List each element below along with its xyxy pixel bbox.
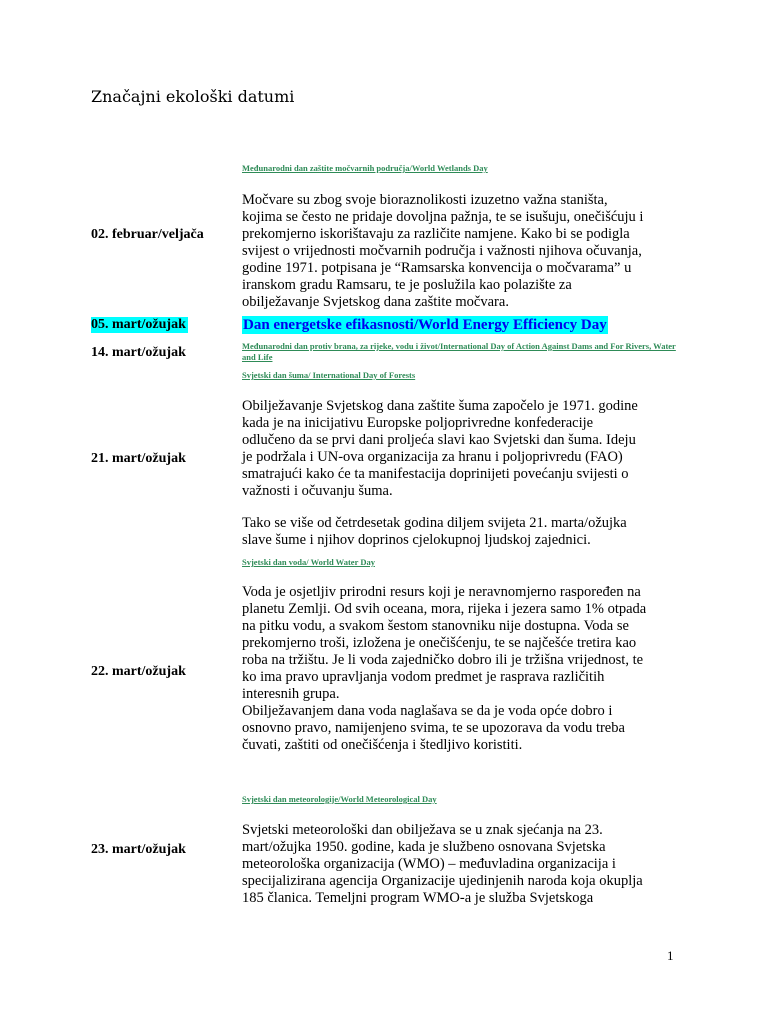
link-day-against-dams[interactable]: Međunarodni dan protiv brana, za rijeke, vodu i život/International Day of Action Against Dams and For Rivers, Water and Life — [242, 341, 676, 362]
date-label: 22. mart/ožujak — [91, 664, 186, 679]
date-label: 14. mart/ožujak — [91, 345, 186, 360]
date-label: 21. mart/ožujak — [91, 451, 186, 466]
date-label-highlighted: 05. mart/ožujak — [91, 317, 186, 332]
page-number: 1 — [667, 948, 674, 963]
date-label: 02. februar/veljača — [91, 227, 204, 242]
link-world-meteorological-day[interactable]: Svjetski dan meteorologije/World Meteorological Day — [242, 794, 437, 804]
paragraph-forests-2: Tako se više od četrdesetak godina diljem svijeta 21. marta/ožujka slave šume i njihov doprinos cjelokupnoj ljudskoj zajednici. — [242, 515, 627, 548]
paragraph-water: Voda je osjetljiv prirodni resurs koji je neravnomjerno raspoređen na planetu Zemlji. Od svih oceana, mora, rijeka i jezera samo 1% otpada na pitku vodu, a svakom šestom stanovniku nije dostupna. Voda se prekomjerno troši, izložena je onečišćenju, te se najčešće tretira kao roba na tržištu. Je li voda zajedničko dobro ili je tržišna vrijednost, te ko ima pravo upravljanja vodom predmet je rasprava različitih interesnih grupa. Obilježavanjem dana voda naglašava se da je voda opće dobro i osnovno pravo, namijenjeno svima, te se upozorava da vodu treba čuvati, zaštiti od onečišćenja i štedljivo koristiti. — [242, 584, 647, 753]
page-title: Značajni ekološki datumi — [91, 87, 295, 106]
link-world-wetlands-day[interactable]: Međunarodni dan zaštite močvarnih područja/World Wetlands Day — [242, 163, 488, 173]
paragraph-meteorology: Svjetski meteorološki dan obilježava se u znak sjećanja na 23. mart/ožujka 1950. godine, kada je službeno osnovana Svjetska meteorološka organizacija (WMO) – međuvladina organizacija i specijalizirana agencija Organizacije ujedinjenih naroda koja okuplja 185 članica. Temeljni program WMO-a je služba Svjetskoga — [242, 822, 643, 906]
paragraph-wetlands: Močvare su zbog svoje bioraznolikosti izuzetno važna staništa, kojima se često ne pridaje dovoljna pažnja, te se isušuju, onečišćuju i prekomjerno iskorištavaju za različite namjene. Kako bi se podigla svijest o vrijednosti močvarnih područja i važnosti njihova očuvanja, godine 1971. potpisana je “Ramsarska konvencija o močvarama” u iranskom gradu Ramsaru, te je poslužila kao polazište za obilježavanje Svjetskog dana zaštite močvara. — [242, 192, 644, 310]
energy-efficiency-title: Dan energetske efikasnosti/World Energy Efficiency Day — [243, 317, 607, 333]
date-label: 23. mart/ožujak — [91, 842, 186, 857]
paragraph-forests: Obilježavanje Svjetskog dana zaštite šuma započelo je 1971. godine kada je na inicijativu Europske poljoprivredne konfederacije odlučeno da se prvi dani proljeća slavi kao Svjetski dan šuma. Ideju je podržala i UN-ova organizacija za hranu i poljoprivredu (FAO) smatrajući kako će ta manifestacija doprinijeti povećanju svijesti o važnosti i očuvanju šuma. — [242, 398, 638, 499]
link-international-day-of-forests[interactable]: Svjetski dan šuma/ International Day of Forests — [242, 370, 416, 380]
link-world-water-day[interactable]: Svjetski dan voda/ World Water Day — [242, 557, 375, 567]
